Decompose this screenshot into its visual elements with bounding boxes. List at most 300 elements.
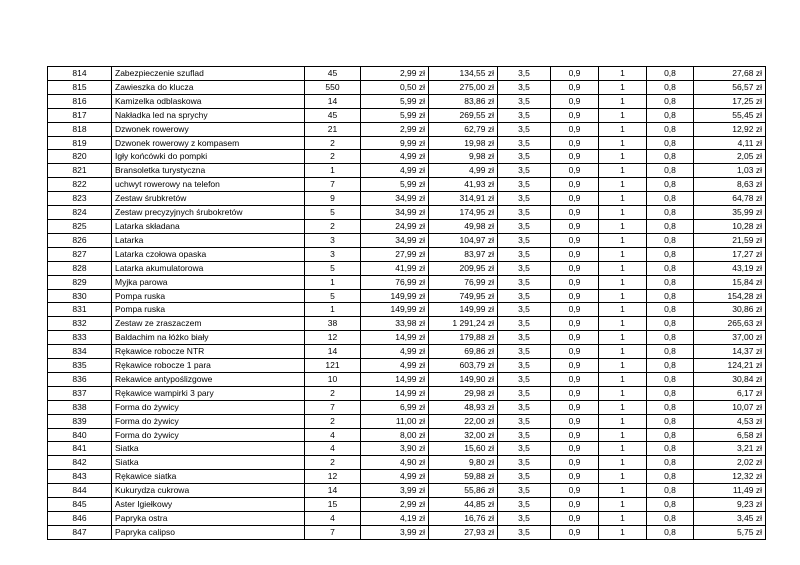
cell-id: 825 [48,219,112,233]
table-row [48,261,766,275]
cell-factor-d: 0,8 [647,317,694,331]
cell-total-price: 9,80 zł [429,456,498,470]
cell-unit-price: 24,99 zł [361,219,429,233]
cell-factor-a: 3,5 [498,442,551,456]
inventory-table [47,66,766,540]
cell-unit-price: 0,50 zł [361,80,429,94]
cell-factor-a: 3,5 [498,67,551,81]
cell-factor-a: 3,5 [498,317,551,331]
cell-product-name: Latarka akumulatorowa [112,261,305,275]
cell-total-price: 603,79 zł [429,359,498,373]
cell-product-name: Latarka składana [112,219,305,233]
cell-factor-d: 0,8 [647,164,694,178]
cell-factor-b: 0,9 [551,150,599,164]
cell-result: 17,25 zł [694,94,766,108]
cell-product-name: Papryka ostra [112,512,305,526]
cell-factor-a: 3,5 [498,289,551,303]
cell-factor-a: 3,5 [498,345,551,359]
cell-quantity: 5 [305,261,361,275]
cell-factor-c: 1 [599,345,647,359]
cell-result: 17,27 zł [694,247,766,261]
table-row [48,414,766,428]
cell-factor-b: 0,9 [551,94,599,108]
cell-quantity: 5 [305,289,361,303]
cell-result: 124,21 zł [694,359,766,373]
cell-unit-price: 41,99 zł [361,261,429,275]
cell-total-price: 49,98 zł [429,219,498,233]
cell-factor-c: 1 [599,386,647,400]
cell-unit-price: 34,99 zł [361,192,429,206]
cell-id: 844 [48,484,112,498]
cell-id: 841 [48,442,112,456]
cell-unit-price: 9,99 zł [361,136,429,150]
cell-id: 842 [48,456,112,470]
cell-factor-a: 3,5 [498,428,551,442]
cell-quantity: 38 [305,317,361,331]
cell-factor-d: 0,8 [647,359,694,373]
cell-result: 154,28 zł [694,289,766,303]
cell-unit-price: 34,99 zł [361,206,429,220]
cell-factor-b: 0,9 [551,400,599,414]
cell-factor-a: 3,5 [498,331,551,345]
cell-unit-price: 6,99 zł [361,400,429,414]
cell-factor-d: 0,8 [647,289,694,303]
cell-result: 4,53 zł [694,414,766,428]
table-row [48,525,766,539]
table-row [48,303,766,317]
cell-factor-c: 1 [599,94,647,108]
cell-id: 835 [48,359,112,373]
cell-unit-price: 4,99 zł [361,359,429,373]
cell-unit-price: 4,90 zł [361,456,429,470]
cell-factor-b: 0,9 [551,122,599,136]
cell-factor-a: 3,5 [498,372,551,386]
table-row [48,512,766,526]
cell-total-price: 269,55 zł [429,108,498,122]
cell-factor-a: 3,5 [498,359,551,373]
cell-result: 5,75 zł [694,525,766,539]
cell-factor-c: 1 [599,136,647,150]
table-row [48,247,766,261]
cell-unit-price: 4,99 zł [361,150,429,164]
cell-factor-c: 1 [599,206,647,220]
cell-factor-b: 0,9 [551,67,599,81]
cell-total-price: 4,99 zł [429,164,498,178]
cell-factor-b: 0,9 [551,261,599,275]
cell-unit-price: 4,19 zł [361,512,429,526]
table-row [48,150,766,164]
cell-id: 845 [48,498,112,512]
table-row [48,289,766,303]
table-row [48,331,766,345]
cell-factor-c: 1 [599,456,647,470]
cell-total-price: 9,98 zł [429,150,498,164]
table-row [48,386,766,400]
cell-factor-a: 3,5 [498,456,551,470]
cell-factor-d: 0,8 [647,261,694,275]
cell-product-name: Baldachim na łóżko biały [112,331,305,345]
cell-factor-a: 3,5 [498,275,551,289]
cell-id: 828 [48,261,112,275]
cell-product-name: Zawieszka do klucza [112,80,305,94]
cell-total-price: 275,00 zł [429,80,498,94]
cell-total-price: 27,93 zł [429,525,498,539]
cell-factor-b: 0,9 [551,206,599,220]
cell-result: 64,78 zł [694,192,766,206]
cell-unit-price: 11,00 zł [361,414,429,428]
cell-quantity: 2 [305,456,361,470]
table-row [48,178,766,192]
cell-factor-d: 0,8 [647,331,694,345]
cell-total-price: 69,86 zł [429,345,498,359]
cell-quantity: 14 [305,94,361,108]
cell-factor-d: 0,8 [647,192,694,206]
cell-factor-d: 0,8 [647,80,694,94]
cell-id: 837 [48,386,112,400]
cell-factor-c: 1 [599,484,647,498]
cell-factor-c: 1 [599,331,647,345]
cell-factor-b: 0,9 [551,275,599,289]
cell-id: 831 [48,303,112,317]
cell-unit-price: 149,99 zł [361,289,429,303]
cell-result: 10,07 zł [694,400,766,414]
cell-quantity: 21 [305,122,361,136]
cell-factor-c: 1 [599,442,647,456]
cell-factor-d: 0,8 [647,150,694,164]
table-row [48,164,766,178]
table-row [48,484,766,498]
cell-factor-c: 1 [599,400,647,414]
cell-total-price: 149,90 zł [429,372,498,386]
cell-factor-a: 3,5 [498,192,551,206]
cell-quantity: 7 [305,525,361,539]
table-row [48,345,766,359]
cell-factor-b: 0,9 [551,498,599,512]
cell-factor-b: 0,9 [551,219,599,233]
cell-quantity: 4 [305,428,361,442]
cell-product-name: Kamizelka odblaskowa [112,94,305,108]
cell-id: 826 [48,233,112,247]
cell-factor-c: 1 [599,275,647,289]
cell-unit-price: 34,99 zł [361,233,429,247]
cell-result: 9,23 zł [694,498,766,512]
cell-total-price: 16,76 zł [429,512,498,526]
cell-factor-b: 0,9 [551,484,599,498]
cell-result: 37,00 zł [694,331,766,345]
cell-factor-a: 3,5 [498,525,551,539]
cell-total-price: 174,95 zł [429,206,498,220]
cell-total-price: 749,95 zł [429,289,498,303]
cell-id: 823 [48,192,112,206]
cell-unit-price: 3,90 zł [361,442,429,456]
cell-result: 30,84 zł [694,372,766,386]
cell-factor-a: 3,5 [498,233,551,247]
cell-factor-d: 0,8 [647,498,694,512]
cell-unit-price: 27,99 zł [361,247,429,261]
cell-factor-b: 0,9 [551,136,599,150]
cell-factor-c: 1 [599,80,647,94]
cell-factor-b: 0,9 [551,317,599,331]
cell-id: 815 [48,80,112,94]
cell-result: 56,57 zł [694,80,766,94]
cell-unit-price: 14,99 zł [361,386,429,400]
cell-product-name: Pompa ruska [112,289,305,303]
cell-id: 829 [48,275,112,289]
cell-unit-price: 4,99 zł [361,470,429,484]
cell-result: 12,92 zł [694,122,766,136]
cell-factor-a: 3,5 [498,136,551,150]
cell-factor-c: 1 [599,150,647,164]
cell-total-price: 83,86 zł [429,94,498,108]
cell-factor-c: 1 [599,372,647,386]
cell-unit-price: 2,99 zł [361,122,429,136]
cell-product-name: Rękawice robocze NTR [112,345,305,359]
cell-factor-d: 0,8 [647,428,694,442]
cell-quantity: 2 [305,150,361,164]
table-row [48,400,766,414]
cell-id: 846 [48,512,112,526]
cell-total-price: 149,99 zł [429,303,498,317]
cell-product-name: Rękawice robocze 1 para [112,359,305,373]
cell-quantity: 3 [305,247,361,261]
cell-factor-a: 3,5 [498,498,551,512]
cell-result: 55,45 zł [694,108,766,122]
cell-id: 814 [48,67,112,81]
cell-result: 12,32 zł [694,470,766,484]
cell-total-price: 41,93 zł [429,178,498,192]
cell-quantity: 2 [305,414,361,428]
cell-total-price: 134,55 zł [429,67,498,81]
cell-factor-a: 3,5 [498,178,551,192]
cell-product-name: Latarka czołowa opaska [112,247,305,261]
cell-factor-b: 0,9 [551,192,599,206]
cell-id: 839 [48,414,112,428]
table-row [48,317,766,331]
cell-factor-b: 0,9 [551,414,599,428]
cell-product-name: Aster Igiełkowy [112,498,305,512]
cell-factor-b: 0,9 [551,108,599,122]
cell-factor-b: 0,9 [551,442,599,456]
cell-factor-b: 0,9 [551,372,599,386]
cell-unit-price: 8,00 zł [361,428,429,442]
cell-product-name: Rękawice wampirki 3 pary [112,386,305,400]
cell-id: 818 [48,122,112,136]
cell-total-price: 104,97 zł [429,233,498,247]
cell-total-price: 44,85 zł [429,498,498,512]
cell-unit-price: 76,99 zł [361,275,429,289]
cell-factor-c: 1 [599,525,647,539]
cell-factor-a: 3,5 [498,470,551,484]
cell-total-price: 59,88 zł [429,470,498,484]
table-row [48,219,766,233]
cell-id: 822 [48,178,112,192]
cell-quantity: 121 [305,359,361,373]
cell-quantity: 2 [305,386,361,400]
cell-quantity: 3 [305,233,361,247]
cell-unit-price: 3,99 zł [361,484,429,498]
cell-factor-d: 0,8 [647,275,694,289]
cell-quantity: 4 [305,512,361,526]
cell-product-name: Igły końcówki do pompki [112,150,305,164]
cell-unit-price: 5,99 zł [361,178,429,192]
cell-total-price: 19,98 zł [429,136,498,150]
cell-quantity: 45 [305,108,361,122]
cell-quantity: 2 [305,136,361,150]
cell-unit-price: 149,99 zł [361,303,429,317]
cell-quantity: 14 [305,484,361,498]
cell-id: 833 [48,331,112,345]
cell-factor-d: 0,8 [647,512,694,526]
cell-product-name: Rekawice antypoślizgowe [112,372,305,386]
cell-product-name: Kukurydza cukrowa [112,484,305,498]
cell-total-price: 62,79 zł [429,122,498,136]
cell-total-price: 1 291,24 zł [429,317,498,331]
table-row [48,94,766,108]
cell-factor-b: 0,9 [551,428,599,442]
table-row [48,206,766,220]
cell-factor-c: 1 [599,359,647,373]
cell-factor-d: 0,8 [647,136,694,150]
table-row [48,67,766,81]
cell-factor-d: 0,8 [647,372,694,386]
cell-factor-c: 1 [599,512,647,526]
cell-factor-b: 0,9 [551,470,599,484]
cell-quantity: 1 [305,303,361,317]
cell-total-price: 29,98 zł [429,386,498,400]
cell-product-name: Siatka [112,456,305,470]
cell-product-name: Zestaw śrubkretów [112,192,305,206]
cell-factor-a: 3,5 [498,386,551,400]
cell-product-name: Forma do żywicy [112,428,305,442]
table-row [48,275,766,289]
cell-id: 830 [48,289,112,303]
cell-total-price: 15,60 zł [429,442,498,456]
cell-product-name: Myjka parowa [112,275,305,289]
cell-total-price: 314,91 zł [429,192,498,206]
cell-quantity: 5 [305,206,361,220]
cell-unit-price: 14,99 zł [361,372,429,386]
table-row [48,108,766,122]
cell-result: 1,03 zł [694,164,766,178]
cell-factor-a: 3,5 [498,512,551,526]
cell-factor-d: 0,8 [647,122,694,136]
cell-product-name: Papryka calipso [112,525,305,539]
cell-factor-d: 0,8 [647,178,694,192]
cell-unit-price: 2,99 zł [361,498,429,512]
cell-factor-a: 3,5 [498,150,551,164]
cell-unit-price: 2,99 zł [361,67,429,81]
table-row [48,442,766,456]
cell-product-name: Bransoletka turystyczna [112,164,305,178]
table-row [48,122,766,136]
cell-quantity: 2 [305,219,361,233]
cell-id: 816 [48,94,112,108]
cell-unit-price: 4,99 zł [361,345,429,359]
cell-factor-d: 0,8 [647,484,694,498]
cell-product-name: Zestaw precyzyjnych śrubokretów [112,206,305,220]
cell-factor-b: 0,9 [551,359,599,373]
cell-result: 43,19 zł [694,261,766,275]
cell-quantity: 12 [305,470,361,484]
cell-factor-d: 0,8 [647,345,694,359]
cell-result: 2,05 zł [694,150,766,164]
cell-product-name: Nakładka led na sprychy [112,108,305,122]
cell-result: 8,63 zł [694,178,766,192]
cell-factor-b: 0,9 [551,289,599,303]
cell-result: 15,84 zł [694,275,766,289]
cell-result: 4,11 zł [694,136,766,150]
cell-factor-b: 0,9 [551,233,599,247]
cell-result: 11,49 zł [694,484,766,498]
cell-product-name: Dzwonek rowerowy z kompasem [112,136,305,150]
table-row [48,372,766,386]
cell-factor-b: 0,9 [551,178,599,192]
cell-quantity: 9 [305,192,361,206]
cell-result: 14,37 zł [694,345,766,359]
cell-factor-c: 1 [599,192,647,206]
table-row [48,428,766,442]
cell-factor-a: 3,5 [498,261,551,275]
cell-factor-a: 3,5 [498,400,551,414]
cell-result: 6,17 zł [694,386,766,400]
cell-factor-c: 1 [599,498,647,512]
cell-factor-c: 1 [599,470,647,484]
cell-factor-d: 0,8 [647,94,694,108]
cell-factor-a: 3,5 [498,122,551,136]
cell-factor-d: 0,8 [647,386,694,400]
cell-factor-c: 1 [599,303,647,317]
cell-factor-a: 3,5 [498,164,551,178]
cell-product-name: Pompa ruska [112,303,305,317]
cell-factor-b: 0,9 [551,386,599,400]
table-row [48,136,766,150]
cell-id: 838 [48,400,112,414]
cell-factor-c: 1 [599,261,647,275]
cell-factor-c: 1 [599,219,647,233]
cell-total-price: 22,00 zł [429,414,498,428]
table-row [48,456,766,470]
cell-unit-price: 33,98 zł [361,317,429,331]
cell-id: 820 [48,150,112,164]
table-row [48,359,766,373]
cell-factor-b: 0,9 [551,331,599,345]
cell-result: 2,02 zł [694,456,766,470]
cell-unit-price: 4,99 zł [361,164,429,178]
cell-quantity: 1 [305,164,361,178]
cell-factor-d: 0,8 [647,247,694,261]
cell-factor-d: 0,8 [647,414,694,428]
cell-factor-c: 1 [599,414,647,428]
cell-id: 847 [48,525,112,539]
cell-result: 265,63 zł [694,317,766,331]
cell-factor-c: 1 [599,247,647,261]
cell-unit-price: 5,99 zł [361,94,429,108]
cell-total-price: 76,99 zł [429,275,498,289]
cell-factor-c: 1 [599,122,647,136]
cell-quantity: 15 [305,498,361,512]
cell-product-name: Rękawice siatka [112,470,305,484]
cell-factor-d: 0,8 [647,456,694,470]
cell-result: 3,45 zł [694,512,766,526]
cell-id: 827 [48,247,112,261]
cell-total-price: 55,86 zł [429,484,498,498]
cell-factor-d: 0,8 [647,400,694,414]
cell-result: 6,58 zł [694,428,766,442]
cell-factor-a: 3,5 [498,247,551,261]
cell-factor-c: 1 [599,233,647,247]
cell-factor-c: 1 [599,164,647,178]
cell-factor-c: 1 [599,178,647,192]
